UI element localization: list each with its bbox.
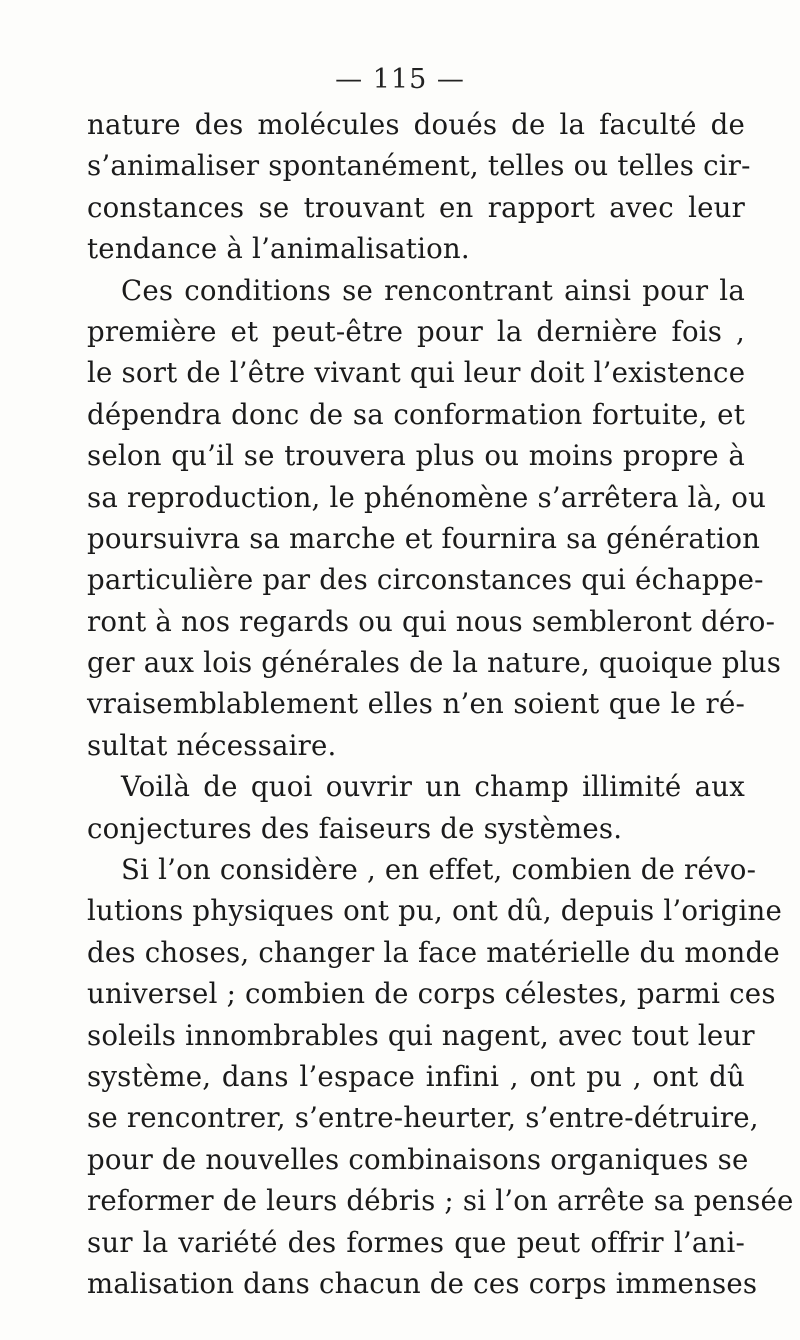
- text-line: Si l’on considère , en effet, combien de révo-: [121, 853, 757, 887]
- text-line: constances se trouvant en rapport avec leur: [87, 190, 745, 224]
- text-line: ront à nos regards ou qui nous sembleront déro-: [87, 604, 776, 638]
- text-line: reformer de leurs débris ; si l’on arrête sa pensée: [87, 1184, 794, 1218]
- text-line: poursuivra sa marche et fournira sa génération: [87, 521, 761, 555]
- text-line: se rencontrer, s’entre-heurter, s’entre-détruire,: [87, 1101, 759, 1135]
- text-line: des choses, changer la face matérielle du monde: [87, 935, 780, 969]
- text-line: tendance à l’animalisation.: [87, 232, 470, 266]
- body-text: [87, 104, 794, 1304]
- text-line: ger aux lois générales de la nature, quoique plus: [87, 646, 782, 680]
- text-line: s’animaliser spontanément, telles ou telles cir-: [87, 149, 751, 183]
- text-line: conjectures des faiseurs de systèmes.: [87, 811, 623, 845]
- text-line: sa reproduction, le phénomène s’arrêtera là, ou: [87, 480, 767, 514]
- text-line: universel ; combien de corps célestes, parmi ces: [87, 977, 776, 1011]
- text-line: particulière par des circonstances qui échappe-: [87, 563, 764, 597]
- page-number: — 115 —: [335, 64, 465, 95]
- text-line: nature des molécules doués de la faculté de: [87, 108, 745, 141]
- text-line: première et peut-être pour la dernière fois ,: [87, 314, 745, 348]
- text-line: selon qu’il se trouvera plus ou moins propre à: [87, 439, 745, 473]
- text-line: sur la variété des formes que peut offrir l’ani-: [87, 1225, 745, 1259]
- text-line: malisation dans chacun de ces corps immenses: [87, 1266, 758, 1300]
- text-line: soleils innombrables qui nagent, avec tout leur: [87, 1018, 755, 1052]
- text-line: sultat nécessaire.: [87, 728, 337, 762]
- text-line: dépendra donc de sa conformation fortuite, et: [87, 397, 745, 431]
- text-line: Ces conditions se rencontrant ainsi pour la: [121, 273, 745, 307]
- text-line: système, dans l’espace infini , ont pu , ont dû: [87, 1059, 745, 1093]
- text-line: Voilà de quoi ouvrir un champ illimité aux: [121, 770, 745, 804]
- text-line: vraisemblablement elles n’en soient que le ré-: [87, 687, 745, 721]
- text-line: lutions physiques ont pu, ont dû, depuis l’origine: [87, 894, 782, 928]
- text-line: le sort de l’être vivant qui leur doit l’existence: [87, 356, 746, 390]
- text-line: pour de nouvelles combinaisons organiques se: [87, 1142, 749, 1176]
